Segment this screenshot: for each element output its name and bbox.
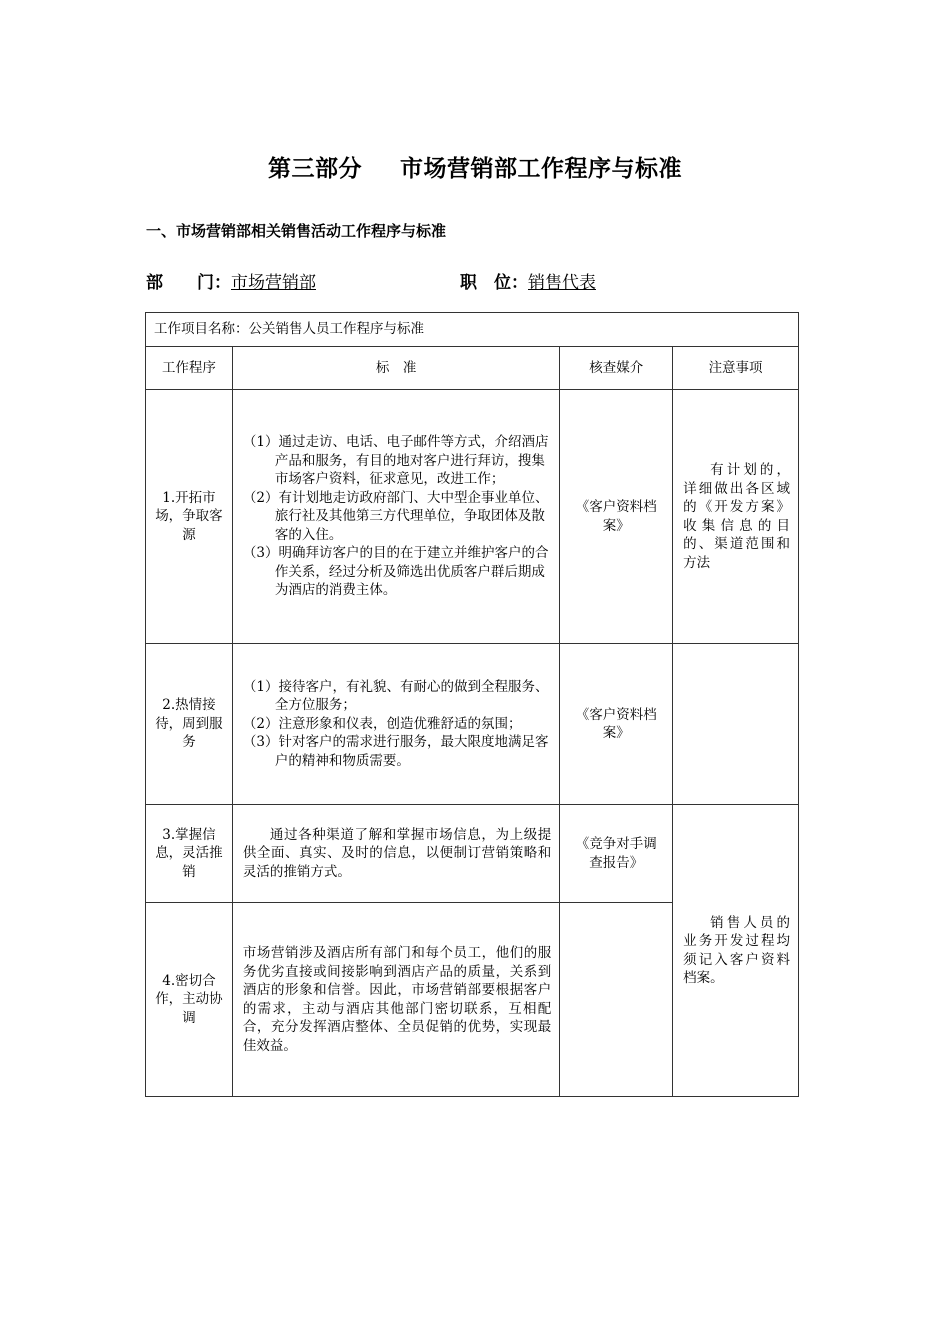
media-cell: 《客户资料档案》 — [560, 390, 673, 644]
media-cell: 《竞争对手调查报告》 — [560, 805, 673, 903]
step-cell: 1.开拓市场，争取客源 — [146, 390, 233, 644]
standard-cell — [232, 390, 559, 644]
department-field — [146, 268, 316, 293]
media-cell: 《客户资料档案》 — [560, 644, 673, 805]
title-name: 市场营销部工作程序与标准 — [400, 156, 682, 182]
standard-cell: 通过各种渠道了解和掌握市场信息，为上级提供全面、真实、及时的信息，以便制订营销策略和灵活的推销方式。 — [232, 805, 559, 903]
project-name-cell: 工作项目名称：公关销售人员工作程序与标准 — [146, 313, 799, 347]
standard-item: （3）明确拜访客户的目的在于建立并维护客户的合作关系，经过分析及筛选出优质客户群后期成为酒店的消费主体。 — [242, 545, 549, 599]
table-row — [146, 390, 799, 644]
department-label: 部 门： — [146, 273, 231, 293]
header-procedure: 工作程序 — [146, 347, 233, 390]
position-field — [460, 268, 596, 293]
department-value: 市场营销部 — [231, 273, 316, 293]
position-value: 销售代表 — [528, 273, 596, 293]
shared-note-cell: 销售人员的业务开发过程均须记入客户资料档案。 — [673, 805, 799, 1097]
title-part: 第三部分 — [268, 156, 362, 182]
standard-cell — [232, 644, 559, 805]
standard-item: （2）注意形象和仪表，创造优雅舒适的氛围； — [242, 715, 522, 732]
header-standard: 标 准 — [232, 347, 559, 390]
procedure-table — [145, 312, 799, 1097]
table-header-row — [146, 347, 799, 390]
step-cell: 2.热情接待，周到服务 — [146, 644, 233, 805]
header-media: 核查媒介 — [560, 347, 673, 390]
step-cell: 3.掌握信息，灵活推销 — [146, 805, 233, 903]
standard-item: （2）有计划地走访政府部门、大中型企事业单位、旅行社及其他第三方代理单位，争取团体及散客的入住。 — [242, 489, 549, 543]
table-row — [146, 644, 799, 805]
note-cell — [673, 644, 799, 805]
table-row — [146, 805, 799, 903]
position-label: 职 位： — [460, 273, 528, 293]
step-cell: 4.密切合作，主动协调 — [146, 903, 233, 1097]
standard-item: （1）通过走访、电话、电子邮件等方式，介绍酒店产品和服务，有目的地对客户进行拜访，搜集市场客户资料，征求意见，改进工作； — [242, 434, 549, 488]
section-heading: 一、市场营销部相关销售活动工作程序与标准 — [146, 222, 447, 240]
header-notes: 注意事项 — [673, 347, 799, 390]
note-cell: 有计划的，详细做出各区域的《开发方案》收集信息的目的、渠道范围和方法 — [673, 390, 799, 644]
standard-item: （3）针对客户的需求进行服务，最大限度地满足客户的精神和物质需要。 — [242, 734, 549, 769]
page-title — [0, 150, 950, 183]
standard-cell: 市场营销涉及酒店所有部门和每个员工，他们的服务优劣直接或间接影响到酒店产品的质量，关系到酒店的形象和信誉。因此，市场营销部要根据客户的需求，主动与酒店其他部门密切联系，互相配合，充分发挥酒店整体、全员促销的优势，实现最佳效益。 — [232, 903, 559, 1097]
standard-item: （1）接待客户，有礼貌、有耐心的做到全程服务、全方位服务； — [242, 678, 549, 714]
media-cell — [560, 903, 673, 1097]
